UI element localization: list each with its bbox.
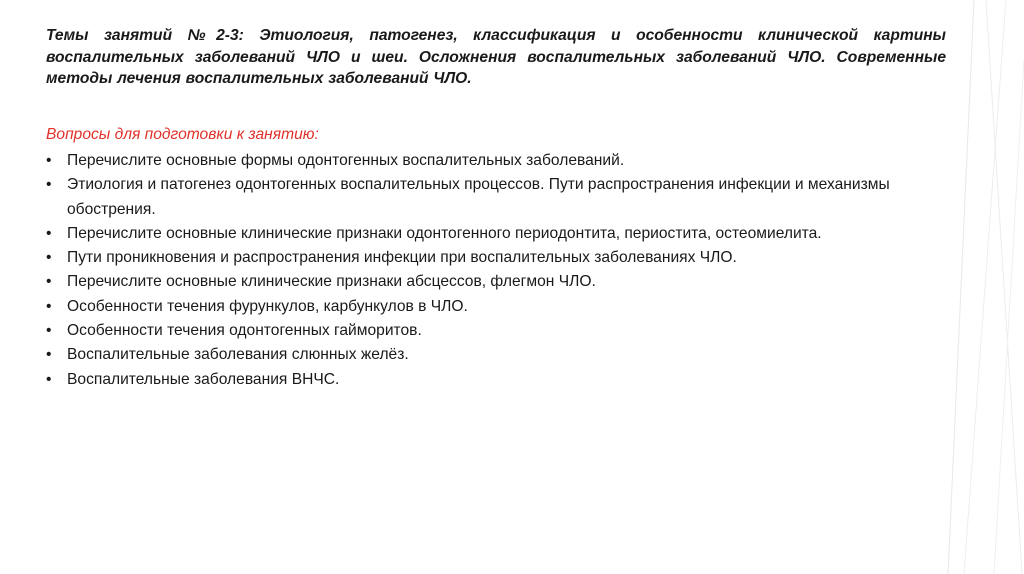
decorative-corner-lines — [934, 0, 1024, 574]
list-item — [46, 343, 946, 367]
bullet-icon: • — [46, 370, 52, 388]
bullet-icon: • — [46, 322, 52, 340]
slide-title: Темы занятий №2-3: Этиология, патогенез, классификация и особенности клинической картины воспалительных заболеваний ЧЛО и шеи. Осложнения воспалительных заболеваний ЧЛО. Современные методы лечения воспалительных заболеваний ЧЛО. — [46, 27, 946, 87]
list-item — [46, 270, 946, 294]
bullet-icon: • — [46, 346, 52, 364]
bullet-icon: • — [46, 224, 52, 242]
question-text: Этиология и патогенез одонтогенных воспалительных процессов. Пути распространения инфекции и механизмы обострения. — [67, 176, 890, 218]
questions-heading: Вопросы для подготовки к занятию: — [46, 126, 319, 143]
question-text: Особенности течения одонтогенных гайморитов. — [67, 322, 422, 340]
list-item — [46, 173, 946, 222]
bullet-icon: • — [46, 249, 52, 267]
list-item — [46, 149, 946, 173]
bullet-icon: • — [46, 297, 52, 315]
list-item — [46, 368, 946, 392]
bullet-icon: • — [46, 176, 52, 194]
bullet-icon: • — [46, 273, 52, 291]
question-text: Воспалительные заболевания слюнных желёз. — [67, 346, 409, 364]
question-text: Перечислите основные клинические признаки одонтогенного периодонтита, периостита, остеомиелита. — [67, 224, 822, 242]
question-text: Воспалительные заболевания ВНЧС. — [67, 370, 340, 388]
question-list — [46, 149, 946, 392]
list-item — [46, 246, 946, 270]
list-item — [46, 222, 946, 246]
question-text: Особенности течения фурункулов, карбункулов в ЧЛО. — [67, 297, 468, 315]
bullet-icon: • — [46, 152, 52, 169]
list-item — [46, 319, 946, 343]
question-text: Пути проникновения и распространения инфекции при воспалительных заболеваниях ЧЛО. — [67, 249, 737, 267]
question-text: Перечислите основные клинические признаки абсцессов, флегмон ЧЛО. — [67, 273, 596, 291]
list-item — [46, 295, 946, 319]
question-text: Перечислите основные формы одонтогенных воспалительных заболеваний. — [67, 152, 625, 169]
